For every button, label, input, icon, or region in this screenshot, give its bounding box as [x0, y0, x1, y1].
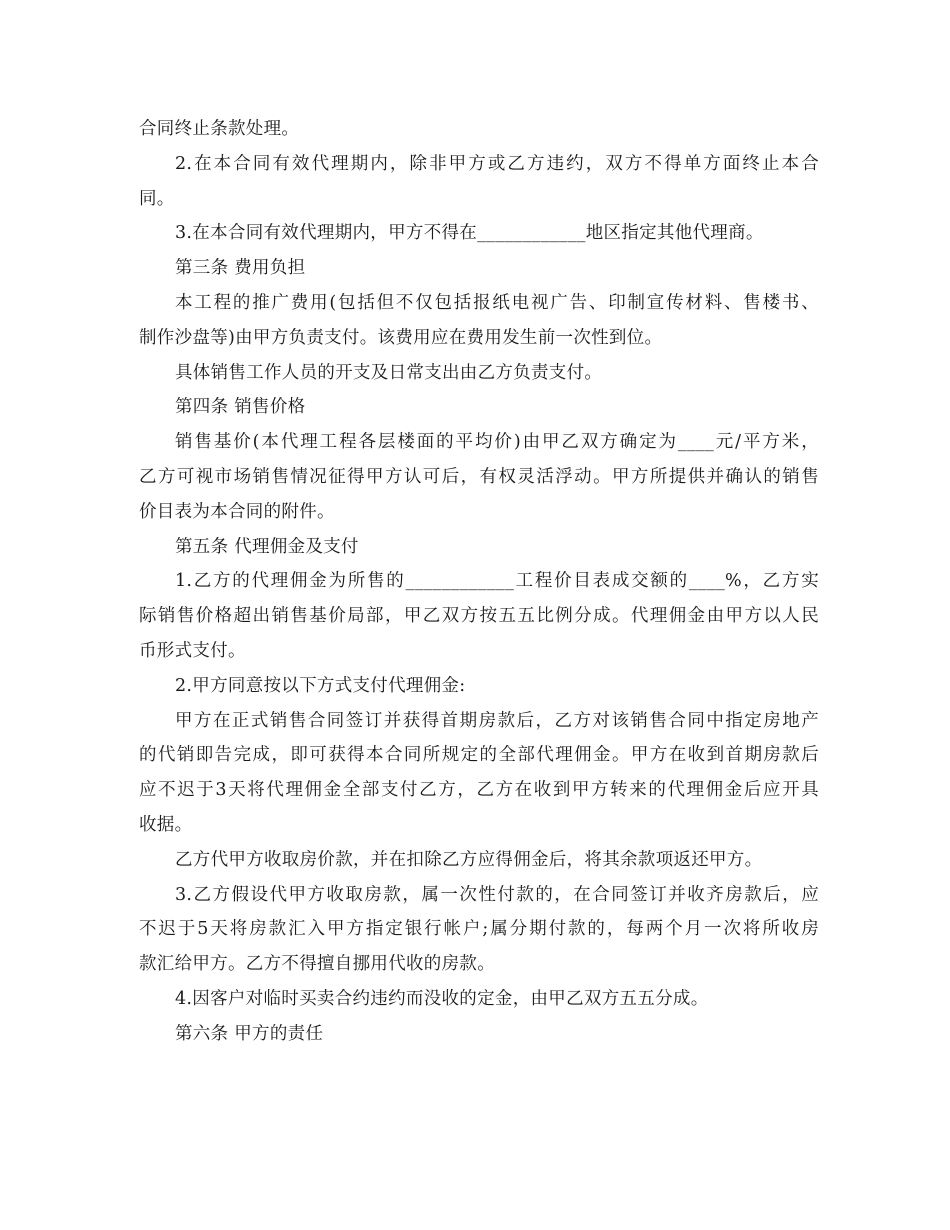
text-line: 3.在本合同有效代理期内，甲方不得在____________地区指定其他代理商。	[175, 223, 764, 244]
section-heading: 第四条 销售价格	[175, 397, 306, 418]
text-line: 制作沙盘等)由甲方负责支付。该费用应在费用发生前一次性到位。	[139, 327, 663, 348]
text-line: 不迟于5天将房款汇入甲方指定银行帐户;属分期付款的，每两个月一次将所收房	[139, 919, 819, 940]
text-line: 乙方可视市场销售情况征得甲方认可后，有权灵活浮动。甲方所提供并确认的销售	[139, 466, 819, 487]
text-line: 1.乙方的代理佣金为所售的____________工程价目表成交额的____%，乙方实	[175, 571, 819, 592]
text-line: 应不迟于3天将代理佣金全部支付乙方，乙方在收到甲方转来的代理佣金后应开具	[139, 780, 819, 801]
text-line: 价目表为本合同的附件。	[139, 501, 335, 522]
text-line: 销售基价(本代理工程各层楼面的平均价)由甲乙双方确定为____元/平方米，	[175, 432, 819, 453]
text-line: 具体销售工作人员的开支及日常支出由乙方负责支付。	[175, 362, 603, 383]
text-line: 币形式支付。	[139, 640, 246, 661]
text-line: 的代销即告完成，即可获得本合同所规定的全部代理佣金。甲方在收到首期房款后	[139, 745, 819, 766]
text-line: 3.乙方假设代甲方收取房款，属一次性付款的，在合同签订并收齐房款后，应	[175, 884, 819, 905]
section-heading: 第五条 代理佣金及支付	[175, 536, 359, 557]
text-line: 4.因客户对临时买卖合约违约而没收的定金，由甲乙双方五五分成。	[175, 988, 709, 1009]
document-page	[139, 112, 819, 1052]
text-line: 同。	[139, 188, 175, 209]
text-line: 收据。	[139, 814, 193, 835]
section-heading: 第六条 甲方的责任	[175, 1023, 324, 1044]
section-heading: 第三条 费用负担	[175, 258, 306, 279]
text-line: 款汇给甲方。乙方不得擅自挪用代收的房款。	[139, 954, 495, 975]
text-line: 2.在本合同有效代理期内，除非甲方或乙方违约，双方不得单方面终止本合	[175, 153, 819, 174]
text-line: 2.甲方同意按以下方式支付代理佣金:	[175, 675, 466, 696]
text-line: 本工程的推广费用(包括但不仅包括报纸电视广告、印制宣传材料、售楼书、	[175, 292, 819, 313]
text-line: 合同终止条款处理。	[139, 119, 300, 139]
text-line: 乙方代甲方收取房价款，并在扣除乙方应得佣金后，将其余款项返还甲方。	[175, 849, 763, 870]
text-line: 际销售价格超出销售基价局部，甲乙双方按五五比例分成。代理佣金由甲方以人民	[139, 606, 819, 627]
text-line: 甲方在正式销售合同签订并获得首期房款后，乙方对该销售合同中指定房地产	[175, 710, 819, 731]
